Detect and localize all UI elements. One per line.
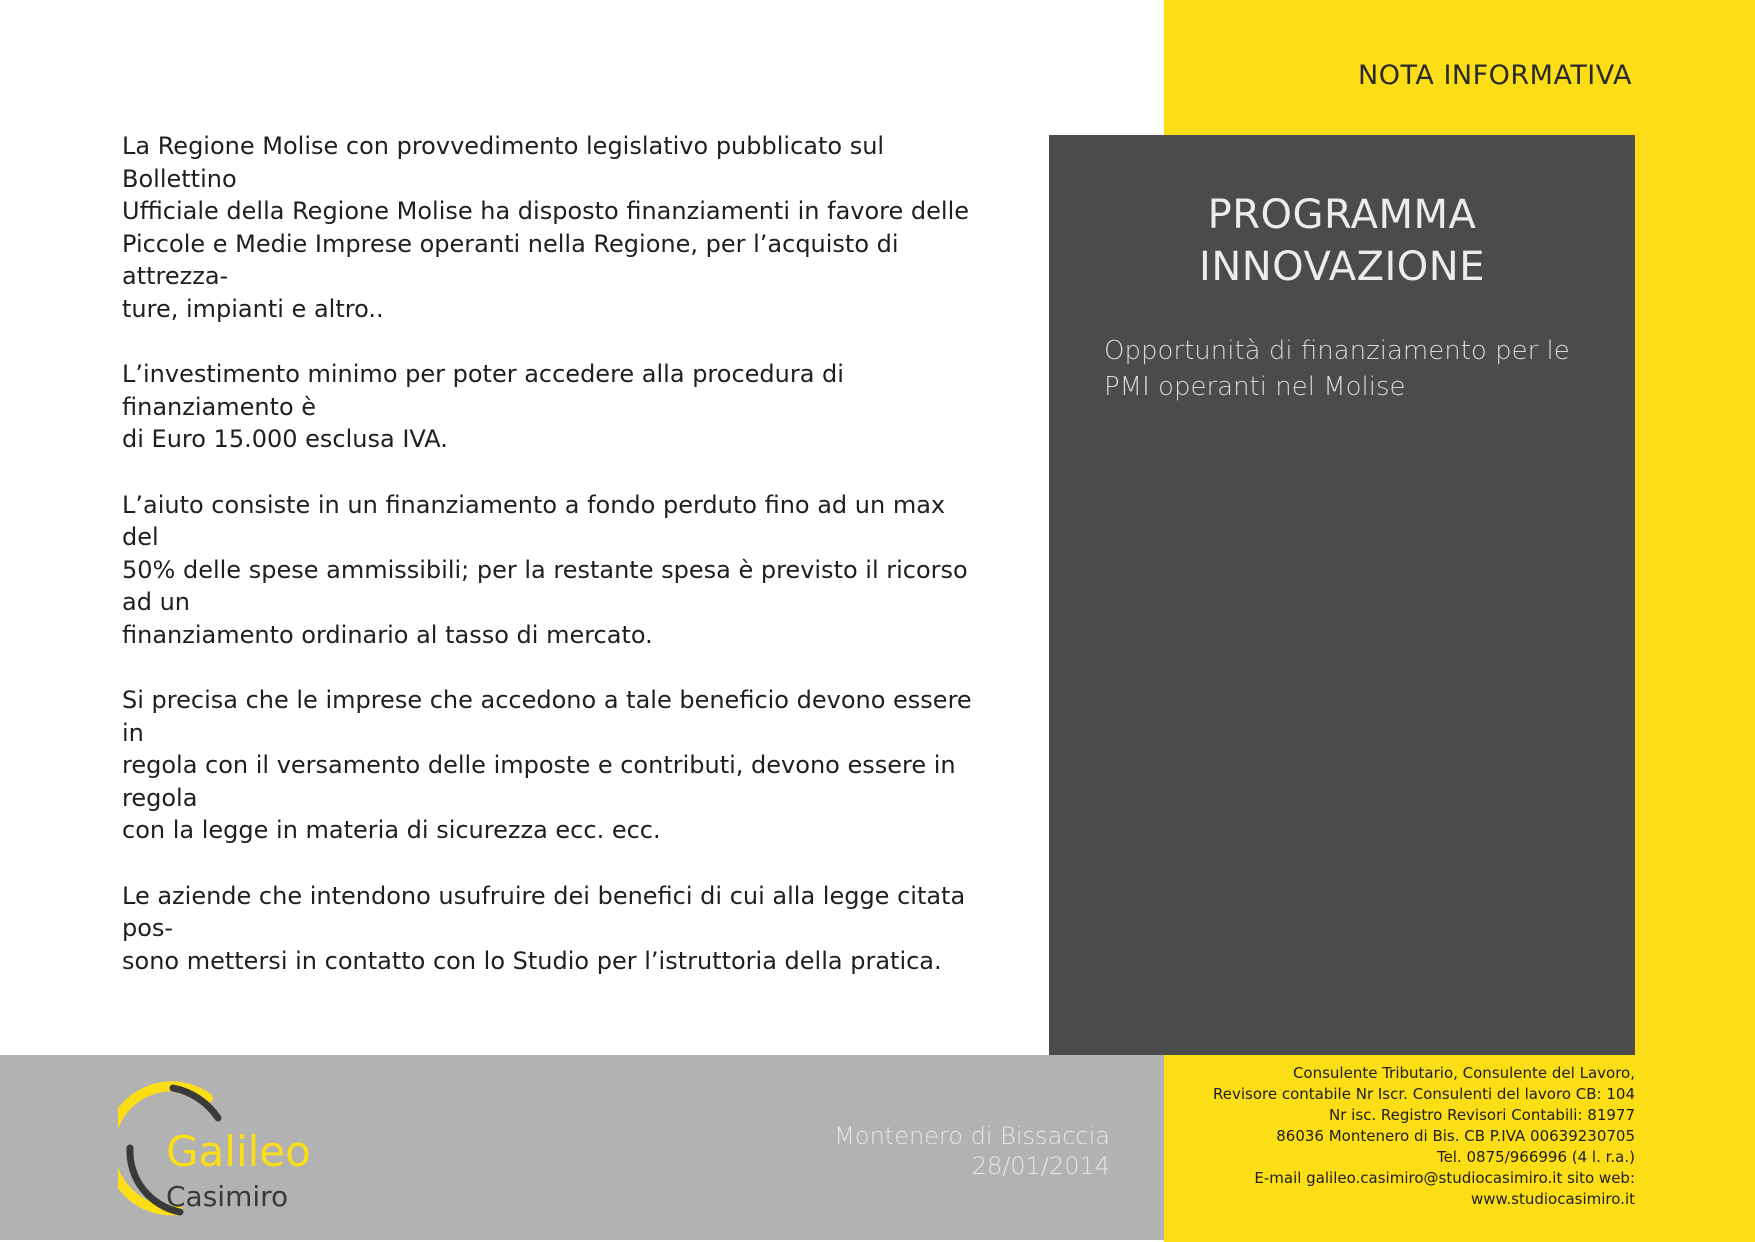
note-title: NOTA INFORMATIVA: [1358, 60, 1632, 91]
contact-line: Consulente Tributario, Consulente del Lavoro,: [1292, 1064, 1635, 1082]
date: 28/01/2014: [971, 1152, 1110, 1180]
title-panel: [1049, 135, 1635, 1055]
logo-text-bottom: Casimiro: [166, 1180, 289, 1213]
panel-subtitle: [1104, 333, 1584, 405]
paragraph-1: [122, 130, 984, 325]
text-line: Piccole e Medie Imprese operanti nella Regione, per l’acquisto di attrezza-: [122, 229, 899, 290]
place-date: [760, 1121, 1110, 1181]
contact-line: Revisore contabile Nr Iscr. Consulenti del lavoro CB: 104: [1213, 1085, 1635, 1103]
contact-line: Tel. 0875/966996 (4 l. r.a.): [1436, 1148, 1635, 1166]
paragraph-2: [122, 358, 984, 456]
panel-title-line-1: PROGRAMMA: [1207, 192, 1477, 238]
text-line: sono mettersi in contatto con lo Studio per l’istruttoria della pratica.: [122, 946, 942, 975]
paragraph-5: [122, 880, 984, 978]
paragraph-3: [122, 489, 984, 652]
galileo-casimiro-logo: [118, 1078, 338, 1218]
text-line: Si precisa che le imprese che accedono a tale beneficio devono essere in: [122, 686, 972, 747]
panel-title-line-2: INNOVAZIONE: [1199, 244, 1485, 290]
text-line: ture, impianti e altro..: [122, 294, 384, 323]
text-line: con la legge in materia di sicurezza ecc. ecc.: [122, 816, 661, 844]
contact-line: Nr isc. Registro Revisori Contabili: 81977: [1329, 1106, 1635, 1124]
text-line: L’investimento minimo per poter accedere alla procedura di finanziamento è: [122, 360, 844, 421]
logo-text-top: Galileo: [166, 1127, 311, 1176]
panel-subtitle-line-1: Opportunità di finanziamento per le: [1104, 336, 1570, 366]
text-line: 50% delle spese ammissibili; per la restante spesa è previsto il ricorso ad un: [122, 555, 968, 616]
text-line: di Euro 15.000 esclusa IVA.: [122, 425, 448, 453]
logo-arc-dark: [173, 1088, 218, 1118]
text-line: L’aiuto consiste in un finanziamento a fondo perduto fino ad un max del: [122, 490, 946, 551]
place: Montenero di Bissaccia: [834, 1122, 1110, 1150]
panel-subtitle-line-2: PMI operanti nel Molise: [1104, 372, 1406, 402]
paragraph-4: [122, 684, 984, 847]
text-line: Ufficiale della Regione Molise ha disposto finanziamenti in favore delle: [122, 197, 970, 225]
contact-block: [1180, 1063, 1635, 1210]
contact-email-line[interactable]: E-mail galileo.casimiro@studiocasimiro.it sito web:: [1254, 1169, 1635, 1187]
contact-website-line[interactable]: www.studiocasimiro.it: [1470, 1190, 1635, 1208]
text-line: Le aziende che intendono usufruire dei benefici di cui alla legge citata pos-: [122, 881, 966, 942]
contact-line: 86036 Montenero di Bis. CB P.IVA 00639230705: [1276, 1127, 1635, 1145]
text-line: finanziamento ordinario al tasso di mercato.: [122, 620, 653, 649]
body-text: [122, 130, 984, 1010]
panel-title: [1049, 189, 1635, 293]
text-line: regola con il versamento delle imposte e contributi, devono essere in regola: [122, 751, 956, 812]
text-line: La Regione Molise con provvedimento legislativo pubblicato sul Bollettino: [122, 132, 885, 193]
